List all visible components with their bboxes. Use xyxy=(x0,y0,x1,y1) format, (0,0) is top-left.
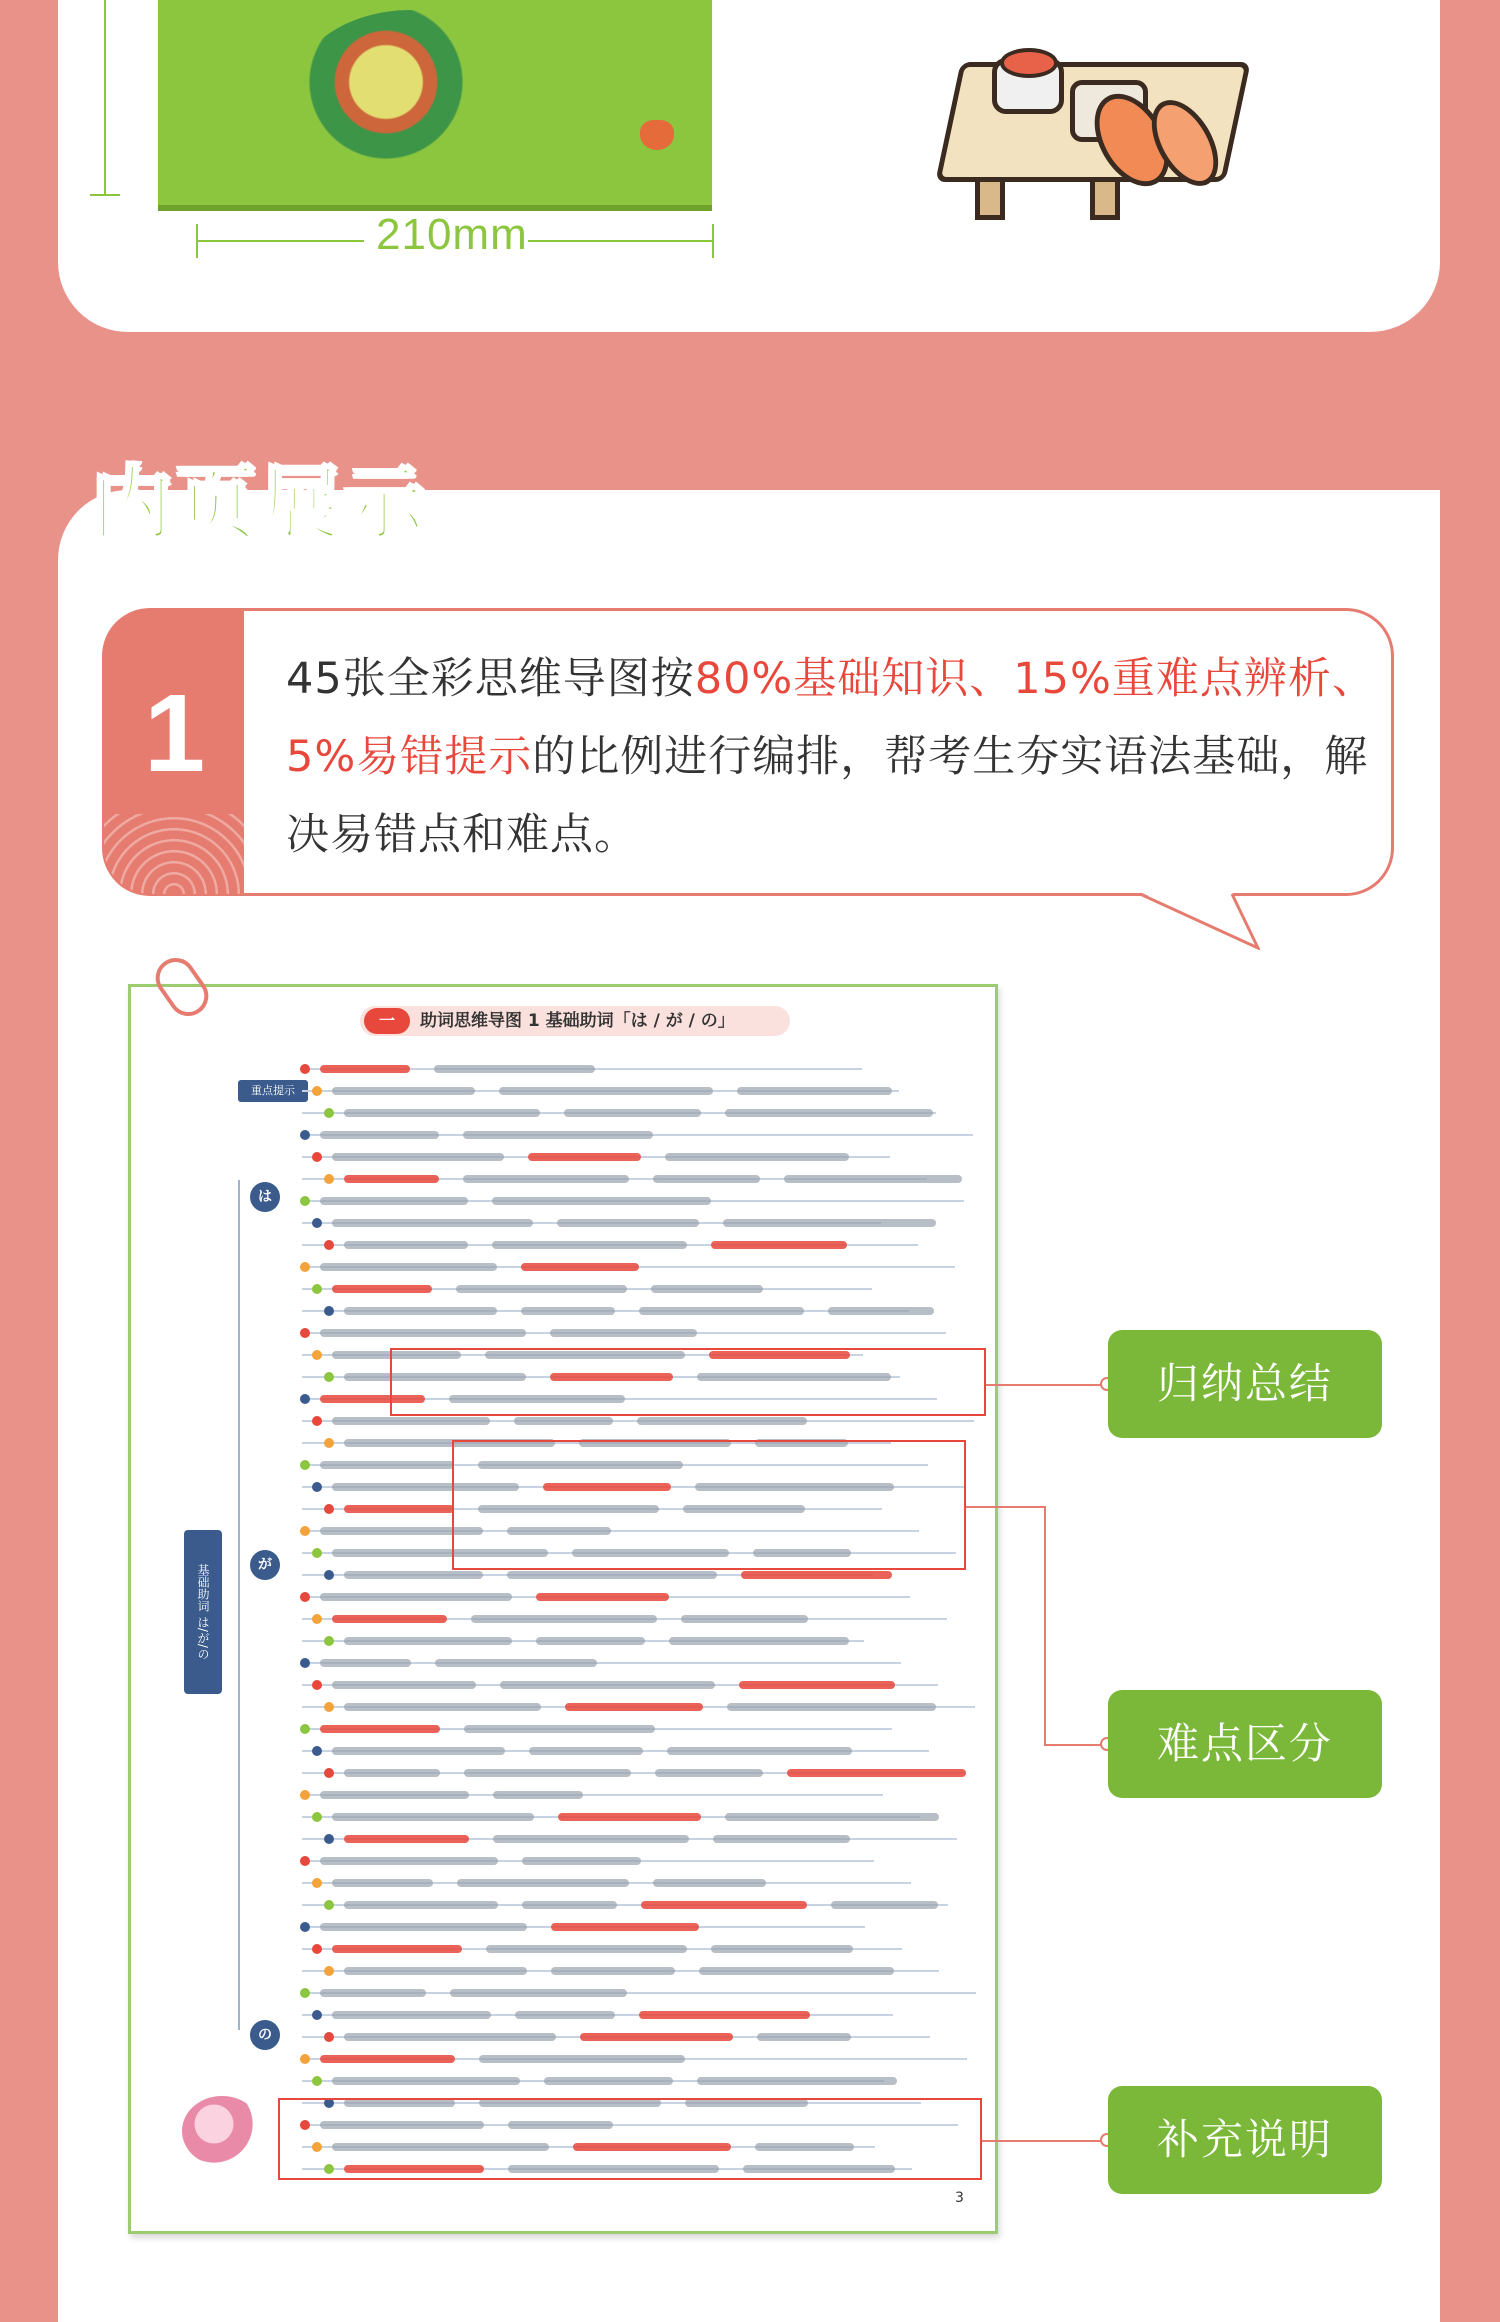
mindmap-text-line xyxy=(551,1923,699,1931)
label-connector xyxy=(982,2140,1110,2142)
mindmap-bullet xyxy=(312,1218,322,1228)
mindmap-bullet xyxy=(312,1416,322,1426)
label-connector xyxy=(986,1384,1110,1386)
distinction-highlight-box xyxy=(452,1440,966,1570)
mindmap-text-line xyxy=(637,1417,807,1425)
mindmap-bullet xyxy=(324,1768,334,1778)
mindmap-text-line xyxy=(450,1989,627,1997)
section-title: 内页展示 xyxy=(92,458,428,551)
mindmap-node-no: の xyxy=(250,2020,280,2050)
mindmap-text-line xyxy=(699,1967,894,1975)
mindmap-text-line xyxy=(831,1901,938,1909)
mindmap-text-line xyxy=(651,1285,763,1293)
mindmap-text-line xyxy=(522,1857,641,1865)
mindmap-bullet xyxy=(324,1372,334,1382)
desc-part: 的比例进行编排，帮考生夯实语法基础，解决易错点和难点。 xyxy=(286,732,1369,860)
mindmap-text-line xyxy=(653,1175,760,1183)
mindmap-bullet xyxy=(324,1702,334,1712)
mindmap-text-line xyxy=(320,2055,455,2063)
mindmap-bullet xyxy=(312,1350,322,1360)
feature-number: 1 xyxy=(144,672,206,795)
mindmap-text-line xyxy=(332,1087,475,1095)
mindmap-text-line xyxy=(669,1637,849,1645)
mindmap-text-line xyxy=(344,1703,541,1711)
width-measure xyxy=(196,210,716,270)
mindmap-text-line xyxy=(723,1219,936,1227)
mindmap-text-line xyxy=(564,1109,701,1117)
mindmap-bullet xyxy=(312,1944,322,1954)
page-number: 3 xyxy=(955,2190,964,2206)
mindmap-text-line xyxy=(557,1219,699,1227)
mindmap-text-line xyxy=(344,1901,498,1909)
sushi-roe-icon xyxy=(1000,48,1058,78)
mindmap-text-line xyxy=(479,2055,685,2063)
mindmap-text-line xyxy=(713,1835,850,1843)
mindmap-bullet xyxy=(300,2054,310,2064)
mindmap-text-line xyxy=(529,1747,643,1755)
mindmap-text-line xyxy=(434,1065,595,1073)
mindmap-bullet xyxy=(300,1328,310,1338)
mindmap-text-line xyxy=(332,1285,432,1293)
label-distinction: 难点区分 xyxy=(1108,1690,1382,1798)
label-supplement: 补充说明 xyxy=(1108,2086,1382,2194)
mindmap-bullet xyxy=(324,1174,334,1184)
mindmap-bullet xyxy=(312,2010,322,2020)
mindmap-text-line xyxy=(558,1813,701,1821)
mindmap-text-line xyxy=(515,2011,615,2019)
mindmap-text-line xyxy=(435,1659,597,1667)
mindmap-bullet xyxy=(300,1196,310,1206)
mindmap-text-line xyxy=(463,1131,653,1139)
desc-highlight: 80%基础知识、15%重难点辨析、5%易错提示 xyxy=(286,654,1376,782)
mindmap-text-line xyxy=(320,1725,440,1733)
fox-icon xyxy=(640,120,674,150)
mindmap-text-line xyxy=(320,1923,527,1931)
width-label: 210mm xyxy=(376,210,528,259)
mindmap-bullet xyxy=(312,1746,322,1756)
mindmap-bullet xyxy=(312,1482,322,1492)
mindmap-text-line xyxy=(522,1901,617,1909)
mindmap-bullet xyxy=(324,1900,334,1910)
mindmap-text-line xyxy=(332,1879,433,1887)
mindmap-text-line xyxy=(320,1065,410,1073)
mindmap-bullet xyxy=(300,1988,310,1998)
mindmap-text-line xyxy=(507,1571,717,1579)
mindmap-text-line xyxy=(521,1307,615,1315)
mindmap-text-line xyxy=(464,1769,631,1777)
mindmap-text-line xyxy=(344,1175,439,1183)
mindmap-text-line xyxy=(320,1593,512,1601)
mindmap-bullet xyxy=(324,1504,334,1514)
mindmap-text-line xyxy=(639,2011,810,2019)
mindmap-text-line xyxy=(528,1153,641,1161)
mindmap-text-line xyxy=(332,1945,462,1953)
mindmap-text-line xyxy=(711,1945,853,1953)
mindmap-text-line xyxy=(500,1681,715,1689)
label-connector xyxy=(1044,1506,1046,1744)
mindmap-text-line xyxy=(344,1637,512,1645)
mindmap-bullet xyxy=(324,1570,334,1580)
summary-highlight-box xyxy=(390,1348,986,1416)
mindmap-text-line xyxy=(332,1747,505,1755)
mindmap-text-line xyxy=(320,1659,411,1667)
mindmap-text-line xyxy=(332,1813,534,1821)
mindmap-node-wa: は xyxy=(250,1182,280,1212)
mindmap-text-line xyxy=(536,1593,669,1601)
mindmap-bullet xyxy=(324,1240,334,1250)
mindmap-text-line xyxy=(320,1197,468,1205)
mindmap-bullet xyxy=(300,1130,310,1140)
mindmap-node-ga: が xyxy=(250,1550,280,1580)
mindmap-text-line xyxy=(493,1791,583,1799)
mindmap-bullet xyxy=(300,1394,310,1404)
mindmap-text-line xyxy=(486,1945,687,1953)
mindmap-text-line xyxy=(711,1241,847,1249)
mindmap-text-line xyxy=(639,1307,804,1315)
mindmap-text-line xyxy=(344,1307,497,1315)
mindmap-bullet xyxy=(312,1614,322,1624)
mindmap-text-line xyxy=(757,2033,851,2041)
mindmap-bullet xyxy=(324,2032,334,2042)
mindmap-text-line xyxy=(681,1615,808,1623)
mindmap-bullet xyxy=(300,1856,310,1866)
mindmap-text-line xyxy=(739,1681,895,1689)
mindmap-text-line xyxy=(492,1197,711,1205)
mindmap-bullet xyxy=(300,1922,310,1932)
mindmap-text-line xyxy=(741,1571,892,1579)
mindmap-bullet xyxy=(300,1724,310,1734)
mindmap-text-line xyxy=(320,1989,426,1997)
height-measure-line xyxy=(104,0,106,196)
mindmap-bullet xyxy=(324,1966,334,1976)
mindmap-text-line xyxy=(320,1857,498,1865)
book-cover-illustration xyxy=(290,10,530,190)
mindmap-text-line xyxy=(320,1791,469,1799)
mindmap-trunk xyxy=(238,1180,240,2030)
mindmap-text-line xyxy=(665,1153,849,1161)
mindmap-text-line xyxy=(332,1681,476,1689)
mindmap-text-line xyxy=(344,1769,440,1777)
mindmap-text-line xyxy=(667,1747,852,1755)
mindmap-bullet xyxy=(324,1438,334,1448)
mindmap-text-line xyxy=(463,1175,629,1183)
feature-description xyxy=(286,640,1376,874)
mindmap-title-badge: 一 xyxy=(364,1008,410,1034)
mindmap-bullet xyxy=(324,1306,334,1316)
mindmap-bullet xyxy=(300,1790,310,1800)
mindmap-text-line xyxy=(457,1879,629,1887)
mindmap-bullet xyxy=(312,1680,322,1690)
mindmap-text-line xyxy=(550,1329,697,1337)
mindmap-title: 助词思维导图 1 基础助词「は / が / の」 xyxy=(360,1006,790,1036)
measure-line-right xyxy=(528,240,714,242)
mindmap-bullet xyxy=(312,1548,322,1558)
mindmap-text-line xyxy=(344,1967,527,1975)
mindmap-bullet xyxy=(312,1152,322,1162)
mindmap-text-line xyxy=(725,1109,933,1117)
mindmap-text-line xyxy=(653,1879,766,1887)
feature-number-block xyxy=(104,610,244,894)
measure-tick-right xyxy=(712,224,714,258)
mindmap-text-line xyxy=(344,2033,556,2041)
mindmap-spine-tag: 基础助词 は/が/の xyxy=(184,1530,222,1694)
mindmap-bullet xyxy=(312,1812,322,1822)
mindmap-text-line xyxy=(580,2033,733,2041)
mindmap-text-line xyxy=(344,1571,483,1579)
label-summary: 归纳总结 xyxy=(1108,1330,1382,1438)
mindmap-text-line xyxy=(471,1615,657,1623)
mindmap-bullet xyxy=(312,1086,322,1096)
mindmap-text-line xyxy=(320,1131,439,1139)
mindmap-bullet xyxy=(300,1262,310,1272)
mindmap-text-line xyxy=(456,1285,627,1293)
height-measure-tick xyxy=(90,194,120,196)
mindmap-bullet xyxy=(300,1460,310,1470)
mindmap-bullet xyxy=(300,1064,310,1074)
mindmap-text-line xyxy=(551,1967,675,1975)
mindmap-bullet xyxy=(312,1284,322,1294)
mindmap-bullet xyxy=(324,1108,334,1118)
mindmap-text-line xyxy=(332,1153,504,1161)
mindmap-text-line xyxy=(544,2077,673,2085)
mindmap-text-line xyxy=(332,1417,490,1425)
mindmap-bullet xyxy=(312,1878,322,1888)
mindmap-bullet xyxy=(300,1658,310,1668)
key-points-tag: 重点提示 xyxy=(238,1080,308,1102)
mindmap-text-line xyxy=(464,1725,655,1733)
wave-pattern xyxy=(104,814,244,894)
mindmap-text-line xyxy=(499,1087,713,1095)
mindmap-bullet xyxy=(312,2076,322,2086)
supplement-highlight-box xyxy=(278,2098,982,2180)
mindmap-text-line xyxy=(521,1263,639,1271)
label-connector xyxy=(966,1506,1044,1508)
mindmap-text-line xyxy=(784,1175,962,1183)
mindmap-text-line xyxy=(787,1769,966,1777)
measure-line-left xyxy=(196,240,364,242)
mindmap-bullet xyxy=(300,1526,310,1536)
mindmap-text-line xyxy=(320,1263,497,1271)
mindmap-bullet xyxy=(324,1636,334,1646)
mindmap-text-line xyxy=(344,1109,540,1117)
mindmap-text-line xyxy=(344,1505,454,1513)
mindmap-text-line xyxy=(641,1901,807,1909)
mindmap-bullet xyxy=(324,1834,334,1844)
mindmap-text-line xyxy=(332,1615,447,1623)
mindmap-text-line xyxy=(493,1835,689,1843)
desc-part: 45张全彩思维导图按 xyxy=(286,654,695,704)
mindmap-text-line xyxy=(697,2077,897,2085)
mindmap-text-line xyxy=(492,1241,687,1249)
mindmap-text-line xyxy=(565,1703,703,1711)
mindmap-text-line xyxy=(514,1417,613,1425)
sakura-flower-icon xyxy=(182,2096,262,2166)
mindmap-text-line xyxy=(320,1461,454,1469)
mindmap-text-line xyxy=(828,1307,934,1315)
mindmap-text-line xyxy=(344,1835,469,1843)
mindmap-bullet xyxy=(300,1592,310,1602)
mindmap-text-line xyxy=(332,2011,491,2019)
mindmap-text-line xyxy=(737,1087,892,1095)
mindmap-text-line xyxy=(332,2077,520,2085)
mindmap-text-line xyxy=(536,1637,645,1645)
mindmap-text-line xyxy=(655,1769,763,1777)
mindmap-text-line xyxy=(320,1329,526,1337)
mindmap-text-line xyxy=(727,1703,936,1711)
bubble-tail xyxy=(1140,870,1260,950)
mindmap-text-line xyxy=(332,1219,533,1227)
mindmap-text-line xyxy=(725,1813,939,1821)
mindmap-text-line xyxy=(344,1241,468,1249)
